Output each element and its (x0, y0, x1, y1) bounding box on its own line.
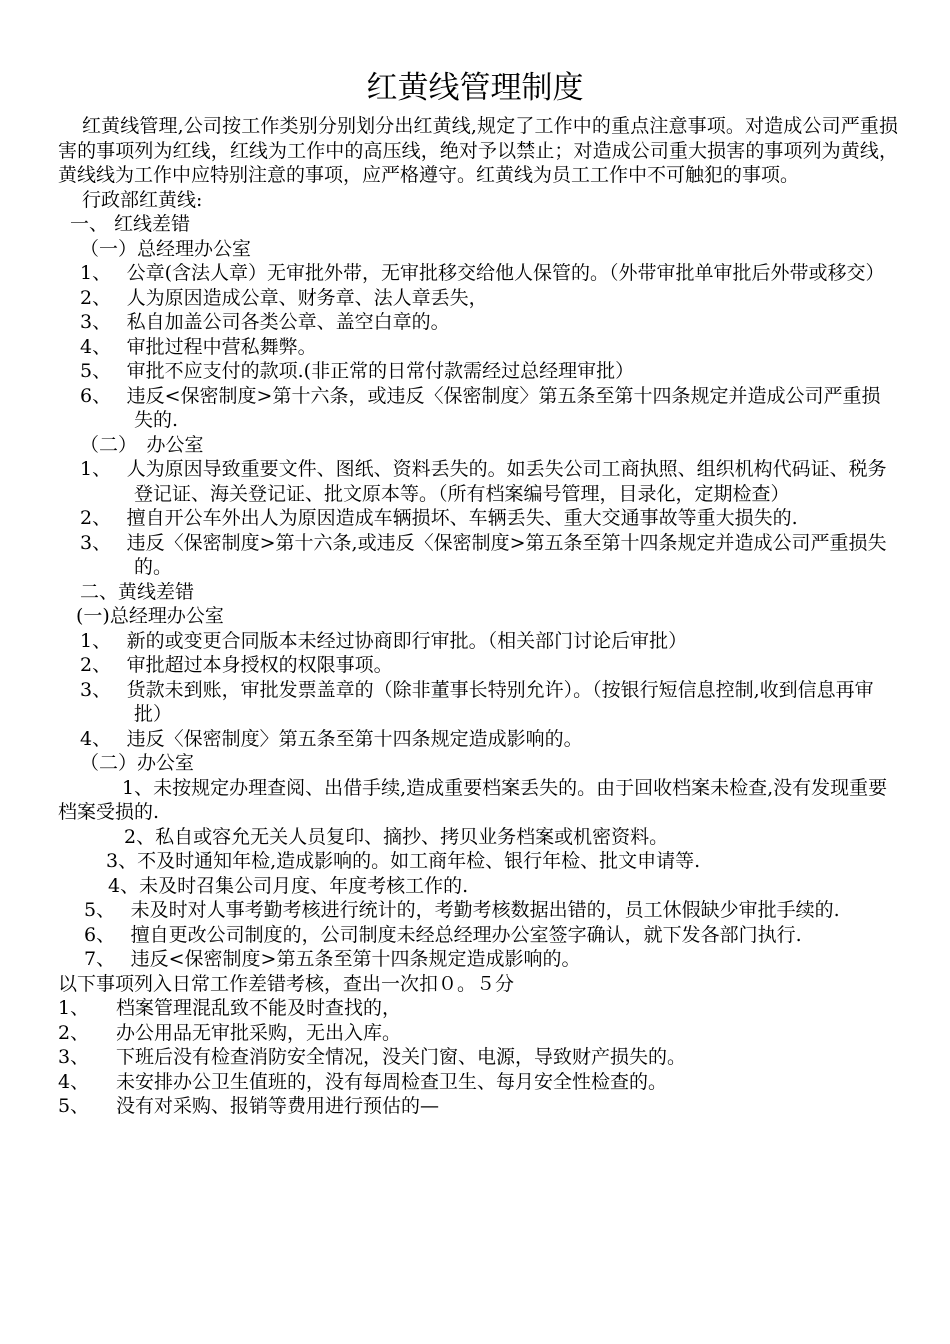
yellow-sub2-line2: 2、私自或容允无关人员复印、摘抄、拷贝业务档案或机密资料。 (124, 825, 669, 848)
item-text: 违反<保密制度>第十六条，或违反〈保密制度〉第五条至第十四条规定并造成公司严重损失的. (126, 384, 881, 431)
yellow-sub2-line1: 1、未按规定办理查阅、出借手续,造成重要档案丢失的。由于回收档案未检查,没有发现重要档案受损的. (58, 776, 888, 823)
list-item (58, 335, 898, 360)
yellow-sub1-list (58, 629, 898, 752)
list-item (58, 1021, 898, 1046)
item-text: 未安排办公卫生值班的，没有每周检查卫生、每月安全性检查的。 (116, 1070, 668, 1093)
item-text: 货款未到账，审批发票盖章的（除非董事长特别允许）。（按银行短信息控制,收到信息再审批） (126, 678, 874, 725)
item-text: 擅自更改公司制度的，公司制度未经总经理办公室签字确认，就下发各部门执行. (130, 923, 802, 946)
item-text: 人为原因造成公章、财务章、法人章丢失， (126, 286, 488, 309)
list-item (58, 531, 898, 580)
item-text: 违反〈保密制度>第十六条,或违反〈保密制度>第五条至第十四条规定并造成公司严重损失的。 (126, 531, 887, 578)
item-text: 审批不应支付的款项.(非正常的日常付款需经过总经理审批） (126, 360, 635, 382)
item-number: 1、 (80, 262, 102, 284)
item-text: 人为原因导致重要文件、图纸、资料丢失的。如丢失公司工商执照、组织机构代码证、税务登记证、海关登记证、批文原本等。（所有档案编号管理，目录化，定期检查） (126, 458, 887, 505)
red-sub1-list (58, 261, 898, 433)
list-item (58, 923, 898, 948)
item-text: 违反〈保密制度〉第五条至第十四条规定造成影响的。 (126, 727, 583, 750)
item-number: 2、 (80, 507, 102, 529)
red-sub2-heading: （二） 办公室 (80, 433, 204, 456)
list-item (58, 286, 898, 311)
list-item (58, 1094, 898, 1119)
list-item (58, 1045, 898, 1070)
item-number: 2、 (58, 1021, 90, 1044)
item-number: 6、 (84, 923, 106, 946)
list-item (58, 898, 898, 923)
list-item (58, 457, 898, 506)
intro-paragraph: 红黄线管理,公司按工作类别分别划分出红黄线,规定了工作中的重点注意事项。对造成公司严重损害的事项列为红线，红线为工作中的高压线，绝对予以禁止；对造成公司重大损害的事项列为黄线，黄线线为工作中应特别注意的事项，应严格遵守。红黄线为员工工作中不可触犯的事项。 (58, 115, 898, 186)
list-item (58, 310, 898, 335)
dept-heading: 行政部红黄线: (82, 188, 203, 211)
item-number: 2、 (80, 286, 102, 309)
yellow-sub1-heading: (一)总经理办公室 (76, 605, 224, 627)
red-line-heading: 一、 红线差错 (70, 213, 191, 235)
list-item (58, 947, 898, 972)
daily-list (58, 996, 898, 1119)
yellow-line-heading: 二、黄线差错 (80, 580, 195, 603)
list-item (58, 384, 898, 433)
item-number: 3、 (58, 1046, 90, 1068)
item-number: 7、 (84, 948, 106, 970)
item-number: 4、 (80, 727, 102, 750)
item-text: 擅自开公车外出人为原因造成车辆损坏、车辆丢失、重大交通事故等重大损失的. (126, 507, 798, 529)
list-item (58, 359, 898, 384)
yellow-sub2-list (58, 898, 898, 972)
red-sub1-heading: （一）总经理办公室 (80, 237, 252, 260)
item-number: 1、 (80, 629, 102, 652)
item-number: 3、 (80, 311, 102, 333)
item-text: 下班后没有检查消防安全情况，没关门窗、电源，导致财产损失的。 (116, 1046, 687, 1068)
daily-heading: 以下事项列入日常工作差错考核，查出一次扣０。５分 (58, 972, 515, 995)
list-item (58, 506, 898, 531)
item-number: 5、 (58, 1095, 90, 1117)
item-number: 5、 (80, 360, 102, 382)
item-number: 1、 (58, 997, 90, 1019)
item-number: 5、 (84, 899, 106, 921)
list-item (58, 629, 898, 654)
red-sub2-list (58, 457, 898, 580)
list-item (58, 1070, 898, 1095)
yellow-sub2-line4: 4、未及时召集公司月度、年度考核工作的. (108, 874, 469, 897)
document-body (58, 114, 898, 1119)
list-item (58, 678, 898, 727)
item-text: 没有对采购、报销等费用进行预估的— (116, 1095, 440, 1117)
item-text: 私自加盖公司各类公章、盖空白章的。 (126, 311, 450, 333)
item-number: 4、 (80, 335, 102, 358)
item-text: 新的或变更合同版本未经过协商即行审批。（相关部门讨论后审批） (126, 629, 688, 652)
item-number: 2、 (80, 654, 102, 676)
item-text: 违反<保密制度>第五条至第十四条规定造成影响的。 (130, 948, 581, 970)
item-text: 审批过程中营私舞弊。 (126, 335, 317, 358)
item-number: 4、 (58, 1070, 90, 1093)
yellow-sub2-heading: （二）办公室 (80, 752, 195, 774)
item-text: 档案管理混乱致不能及时查找的， (116, 997, 402, 1019)
list-item (58, 996, 898, 1021)
document-title: 红黄线管理制度 (366, 70, 584, 106)
item-text: 审批超过本身授权的权限事项。 (126, 654, 393, 676)
item-text: 未及时对人事考勤考核进行统计的，考勤考核数据出错的，员工休假缺少审批手续的. (130, 899, 840, 921)
yellow-sub2-line3: 3、不及时通知年检,造成影响的。如工商年检、银行年检、批文申请等. (106, 850, 701, 872)
item-text: 公章(含法人章）无审批外带，无审批移交给他人保管的。（外带审批单审批后外带或移交） (126, 262, 885, 284)
list-item (58, 261, 898, 286)
item-number: 3、 (80, 531, 102, 554)
list-item (58, 653, 898, 678)
item-text: 办公用品无审批采购，无出入库。 (116, 1021, 402, 1044)
item-number: 6、 (80, 384, 102, 407)
list-item (58, 727, 898, 752)
item-number: 3、 (80, 678, 102, 701)
item-number: 1、 (80, 458, 102, 480)
